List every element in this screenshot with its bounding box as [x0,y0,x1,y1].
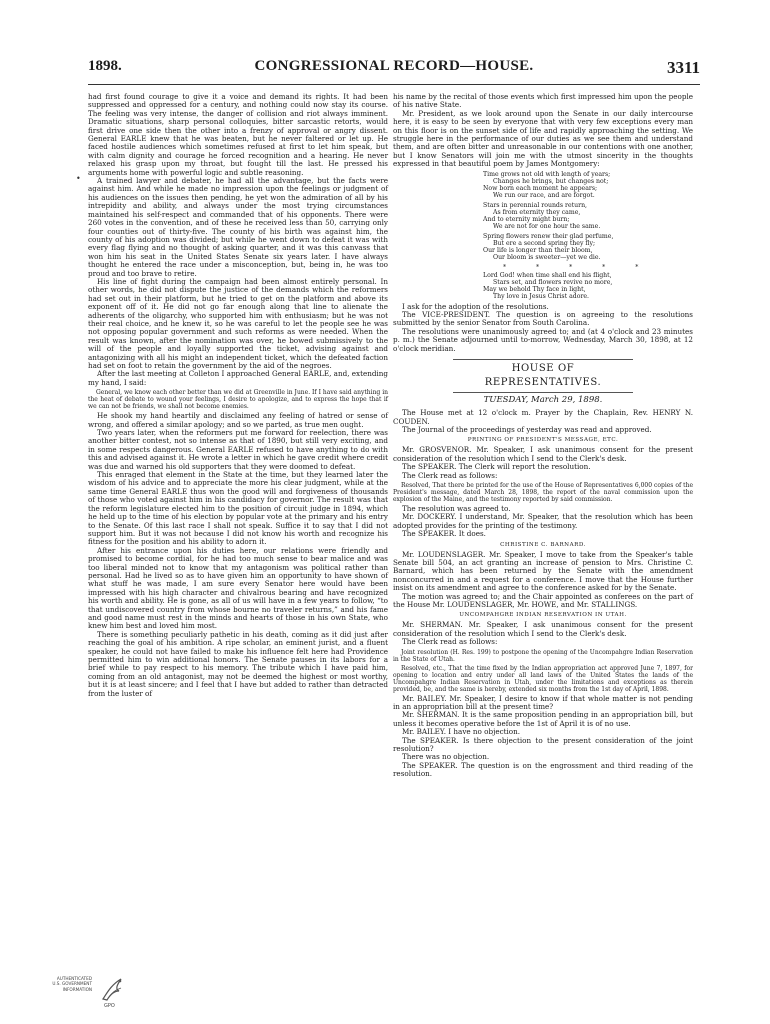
paragraph: Mr. DOCKERY. I understand, Mr. Speaker, that the resolution which has been adopted provides for the printing of the testimony. [393,512,693,530]
paragraph: Mr. BAILEY. Mr. Speaker, I desire to know if that whole matter is not pending in an appropriation bill at the present time? [393,693,693,712]
paragraph: He shook my hand heartily and disclaimed any feeling of hatred or sense of wrong, and offered a similar apology; and so we parted, as true men ought. [88,411,388,429]
subheading: CHRISTINE C. BARNARD. [500,541,586,548]
paragraph: I ask for the adoption of the resolutions. [402,301,549,311]
poem-line: Lord God! when time shall end his flight, [483,271,612,279]
poem-asterisks: * * * * * [503,263,653,271]
paragraph: Mr. SHERMAN. It is the same proposition pending in an appropriation bill, but unless it becomes operative before the 1st of April it is of no use. [393,710,693,728]
paragraph: There was no objection. [402,752,490,762]
paragraph: A trained lawyer and debater, he had all the advantage, but the facts were against him. And while he made no impression upon the feelings or judgment of his audiences on the issues then pending, he yet won the admiration of all by his intrepidity and ability, and always under the most trying circumstances maintained his self-respect and commanded that of his opponents. There were 260 votes in the convention, and of these he received less than 50, carrying only four counties out of thirty-five. The county of his birth was against him, the county of his adoption was divided; but while he went down to defeat it was with every flag flying and no thought of asking quarter, and it was this canvass that won him his seat in the United States Senate six years later. I have always thought he entered the race under a misconception, but, being in, he was too proud and too brave to retire. [88,176,388,278]
paragraph: The Clerk read as follows: [402,637,498,647]
paragraph: There is something peculiarly pathetic in his death, coming as it did just after reaching the goal of his ambition. A ripe scholar, an eminent jurist, and a fluent speaker, he could not have failed to make his influence felt here had Providence permitted him to win additional honors. The Senate pauses in its labors for a brief while to pay respect to his memory. The tribute which I have paid him, coming from an old antagonist, may not be deemed the highest or most worthy, but it is at least sincere; and I feel that I have but added to rather than detracted from the luster of [88,629,388,698]
page-header [88,58,700,82]
resolution-text: Joint resolution (H. Res. 199) to postpone the opening of the Uncompahgre Indian Reservation in the State of Utah. [393,648,693,663]
paragraph: The SPEAKER. The question is on the engrossment and third reading of the resolution. [393,760,693,779]
poem-stanza [393,272,693,300]
quoted-remark: General, we know each other better than we did at Greenville in June. If I have said anything in the heat of debate to wound your feelings, I desire to apologize, and to express the hope that if we can not be friends, we shall not become enemies. [88,389,388,411]
paragraph: The Journal of the proceedings of yesterday was read and approved. [402,424,652,434]
poem-stanza [393,171,693,199]
paragraph: his name by the recital of those events which first impressed him upon the people of his native State. [393,92,693,110]
gpo-eagle-icon [97,973,129,1005]
poem-line: Stars in perennial rounds return, [483,201,588,209]
paragraph: After his entrance upon his duties here, our relations were friendly and promised to become cordial, for he had too much sense to bear malice and was too liberal minded not to know that my antagonism was political rather than personal. Had he lived so as to have given him an opportunity to have shown of what stuff he was made, I am sure every Senator here would have been impressed with his high character and chivalrous bearing and have recognized his worth and ability. He is gone, as all of us will have in a few years to follow, “to that undiscovered country from whose bourne no traveler returns,” and his fame and good name must rest in the minds and hearts of those in his own State, who knew him best and loved him most. [88,545,388,631]
header-year: 1898. [88,58,122,74]
paragraph: had first found courage to give it a voice and demand its rights. It had been suppressed and oppressed for a century, and nothing could now stay its course. The feeling was very intense, the danger of collision and riot always imminent. Dramatic situations, sharp personal colloquies, bitter sarcastic retorts, would first drive one side then the other into a frenzy of approval or angry dissent. General EARLE knew that he was beaten, but he never faltered or let up. He faced hostile audiences which sometimes refused at first to let him speak, but with calm dignity and courage he forced recognition and a hearing. He never relaxed his grasp upon my throat, but fought till the last. He pressed his arguments home with powerful logic and subtle reasoning. [88,92,388,177]
poem-stanza [393,202,693,230]
subheading: PRINTING OF PRESIDENT'S MESSAGE, ETC. [467,437,619,444]
header-title: CONGRESSIONAL RECORD—HOUSE. [254,58,534,74]
header-page-number: 3311 [666,58,700,77]
paragraph: The SPEAKER. Is there objection to the present consideration of the joint resolution? [393,735,693,754]
right-column [393,93,693,779]
gpo-label: GPO [104,1003,115,1009]
authentication-text [30,976,92,992]
paragraph: Two years later, when the reformers put me forward for reelection, there was another bitter contest, not so intense as that of 1890, but still very exciting, and in some respects dangerous. General EARLE refused to have anything to do with this and advised against it. He wrote a letter in which he gave credit where credit was due and warned his old supporters that they were doomed to defeat. [88,428,388,471]
paragraph: His line of fight during the campaign had been almost entirely personal. In other words, he did not dispute the justice of the demands which the reformers had set out in their platform, but he tried to get on the platform and above its exponent off of it. He did not go far enough along that line to alienate the adherents of the oligarchy, who supported him with enthusiasm; but he was not their real choice, and he knew it, so he was careful to let the people see he was not opposing popular government and such reforms as were needed. When the result was known, after the nomination was over, he bowed submissively to the will of the people and loyally supported the ticket, advising against and antagonizing with all his might an independent ticket, which the defeated faction had set on foot to retain the government by the aid of the negroes. [88,276,388,370]
header-rule [88,84,700,85]
poem-line: Now born each moment he appears; [483,184,598,192]
paragraph: Mr. BAILEY. I have no objection. [402,727,521,737]
paragraph: The SPEAKER. It does. [402,529,486,539]
paragraph: Mr. GROSVENOR. Mr. Speaker, I ask unanimous consent for the present consideration of the resolution which I send to the Clerk's desk. [393,445,693,463]
paragraph: This enraged that element in the State at the time, but they learned later the wisdom of his advice and to appreciate the more his clear judgment, while at the same time General EARLE thus won the good will and forgiveness of thousands of those who voted against him in his candidacy for governor. The result was that the reform legislature elected him to the position of circuit judge in 1894, which he held up to the time of his election by popular vote at the primary and his entry to the Senate. Of this last race I shall not speak. Suffice it to say that I did not support him. But it was not because I did not know his worth and recognize his fitness for the position and his ability to adorn it. [88,470,388,547]
authentication-line: INFORMATION [62,986,92,992]
paragraph: The resolutions were unanimously agreed to; and (at 4 o'clock and 23 minutes p. m.) the Senate adjourned until to-morrow, Wednesday, March 30, 1898, at 12 o'clock meridian. [393,326,693,353]
paragraph: The VICE-PRESIDENT. The question is on agreeing to the resolutions submitted by the senior Senator from South Carolina. [393,310,693,328]
poem-line: Our bloom is sweeter—yet we die. [493,253,601,261]
paragraph: The House met at 12 o'clock m. Prayer by the Chaplain, Rev. HENRY N. COUDEN. [393,408,693,426]
poem-line: Spring flowers renew their glad perfume, [483,232,614,240]
poem-line: Thy love in Jesus Christ adore. [493,292,590,300]
authentication-line: AUTHENTICATED [56,976,92,981]
paragraph: Mr. LOUDENSLAGER. Mr. Speaker, I move to take from the Speaker's table Senate bill 504, an act granting an increase of pension to Mrs. Christine C. Barnard, which has been returned by the Senate with the amendment nonconcurred in and a request for a conference. I move that the House further insist on its amendment and agree to the conference asked for by the Senate. [393,549,693,593]
poem-line: We are not for one hour the same. [493,222,601,230]
margin-mark: • [76,174,81,183]
resolution-text: Resolved, etc., That the time fixed by the Indian appropriation act approved June 7, 1897, for opening to location and entry under all land laws of the United States the lands of the Uncompahgre Indian Reservation in Utah, under the limitations and exceptions as therein provided, be, and the same is hereby, extended six months from the 1st day of April, 1898. [393,664,693,693]
authentication-line: U.S. GOVERNMENT [52,981,92,987]
paragraph: Mr. President, as we look around upon the Senate in our daily intercourse here, it is easy to be seen by everyone that with very few exceptions every man on this floor is on the sunset side of life and rapidly approaching the setting. We struggle here in the performance of our duties as we see them and understand them, and are often bitter and unreasonable in our contentions with one another, but I know Senators will join me with the utmost sincerity in the thoughts expressed in that beautiful poem by James Montgomery: [393,108,693,169]
poem-line: And to eternity might burn; [483,215,570,223]
poem-line: May we behold Thy face in light, [483,285,586,293]
poem [393,171,693,300]
subheading: UNCOMPAHGRE INDIAN RESERVATION IN UTAH. [459,612,627,619]
session-date: TUESDAY, March 29, 1898. [483,395,603,406]
poem-stanza [393,233,693,261]
left-column [88,93,388,698]
poem-line: Stars set, and flowers revive no more, [493,278,613,286]
poem-line: Our life is longer than their bloom, [483,246,593,254]
paragraph: The SPEAKER. The Clerk will report the resolution. [402,462,591,472]
house-heading: HOUSE OF REPRESENTATIVES. [453,359,633,393]
poem-line: We run our race, and are forgot. [493,191,595,199]
paragraph: The Clerk read as follows: [402,470,498,480]
poem-line: But ere a second spring they fly; [493,239,596,247]
gpo-authentication-mark [30,973,140,1011]
poem-line: As from eternity they came, [493,208,581,216]
paragraph: After the last meeting at Colleton I approached General EARLE, and, extending my hand, I said: [88,369,388,387]
poem-line: Changes he brings, but changes not; [493,177,609,185]
resolution-text: Resolved, That there be printed for the use of the House of Representatives 6,000 copies of the President's message, dated March 28, 1898, the report of the naval commission upon the explosion of the Maine, and the testimony reported by said commission. [393,481,693,503]
paragraph: The resolution was agreed to. [402,503,511,513]
paragraph: Mr. SHERMAN. Mr. Speaker, I ask unanimous consent for the present consideration of the resolution which I send to the Clerk's desk. [393,620,693,638]
poem-line: Time grows not old with length of years; [483,170,611,178]
paragraph: The motion was agreed to; and the Chair appointed as conferees on the part of the House Mr. LOUDENSLAGER, Mr. HOWE, and Mr. STALLINGS. [393,591,693,609]
